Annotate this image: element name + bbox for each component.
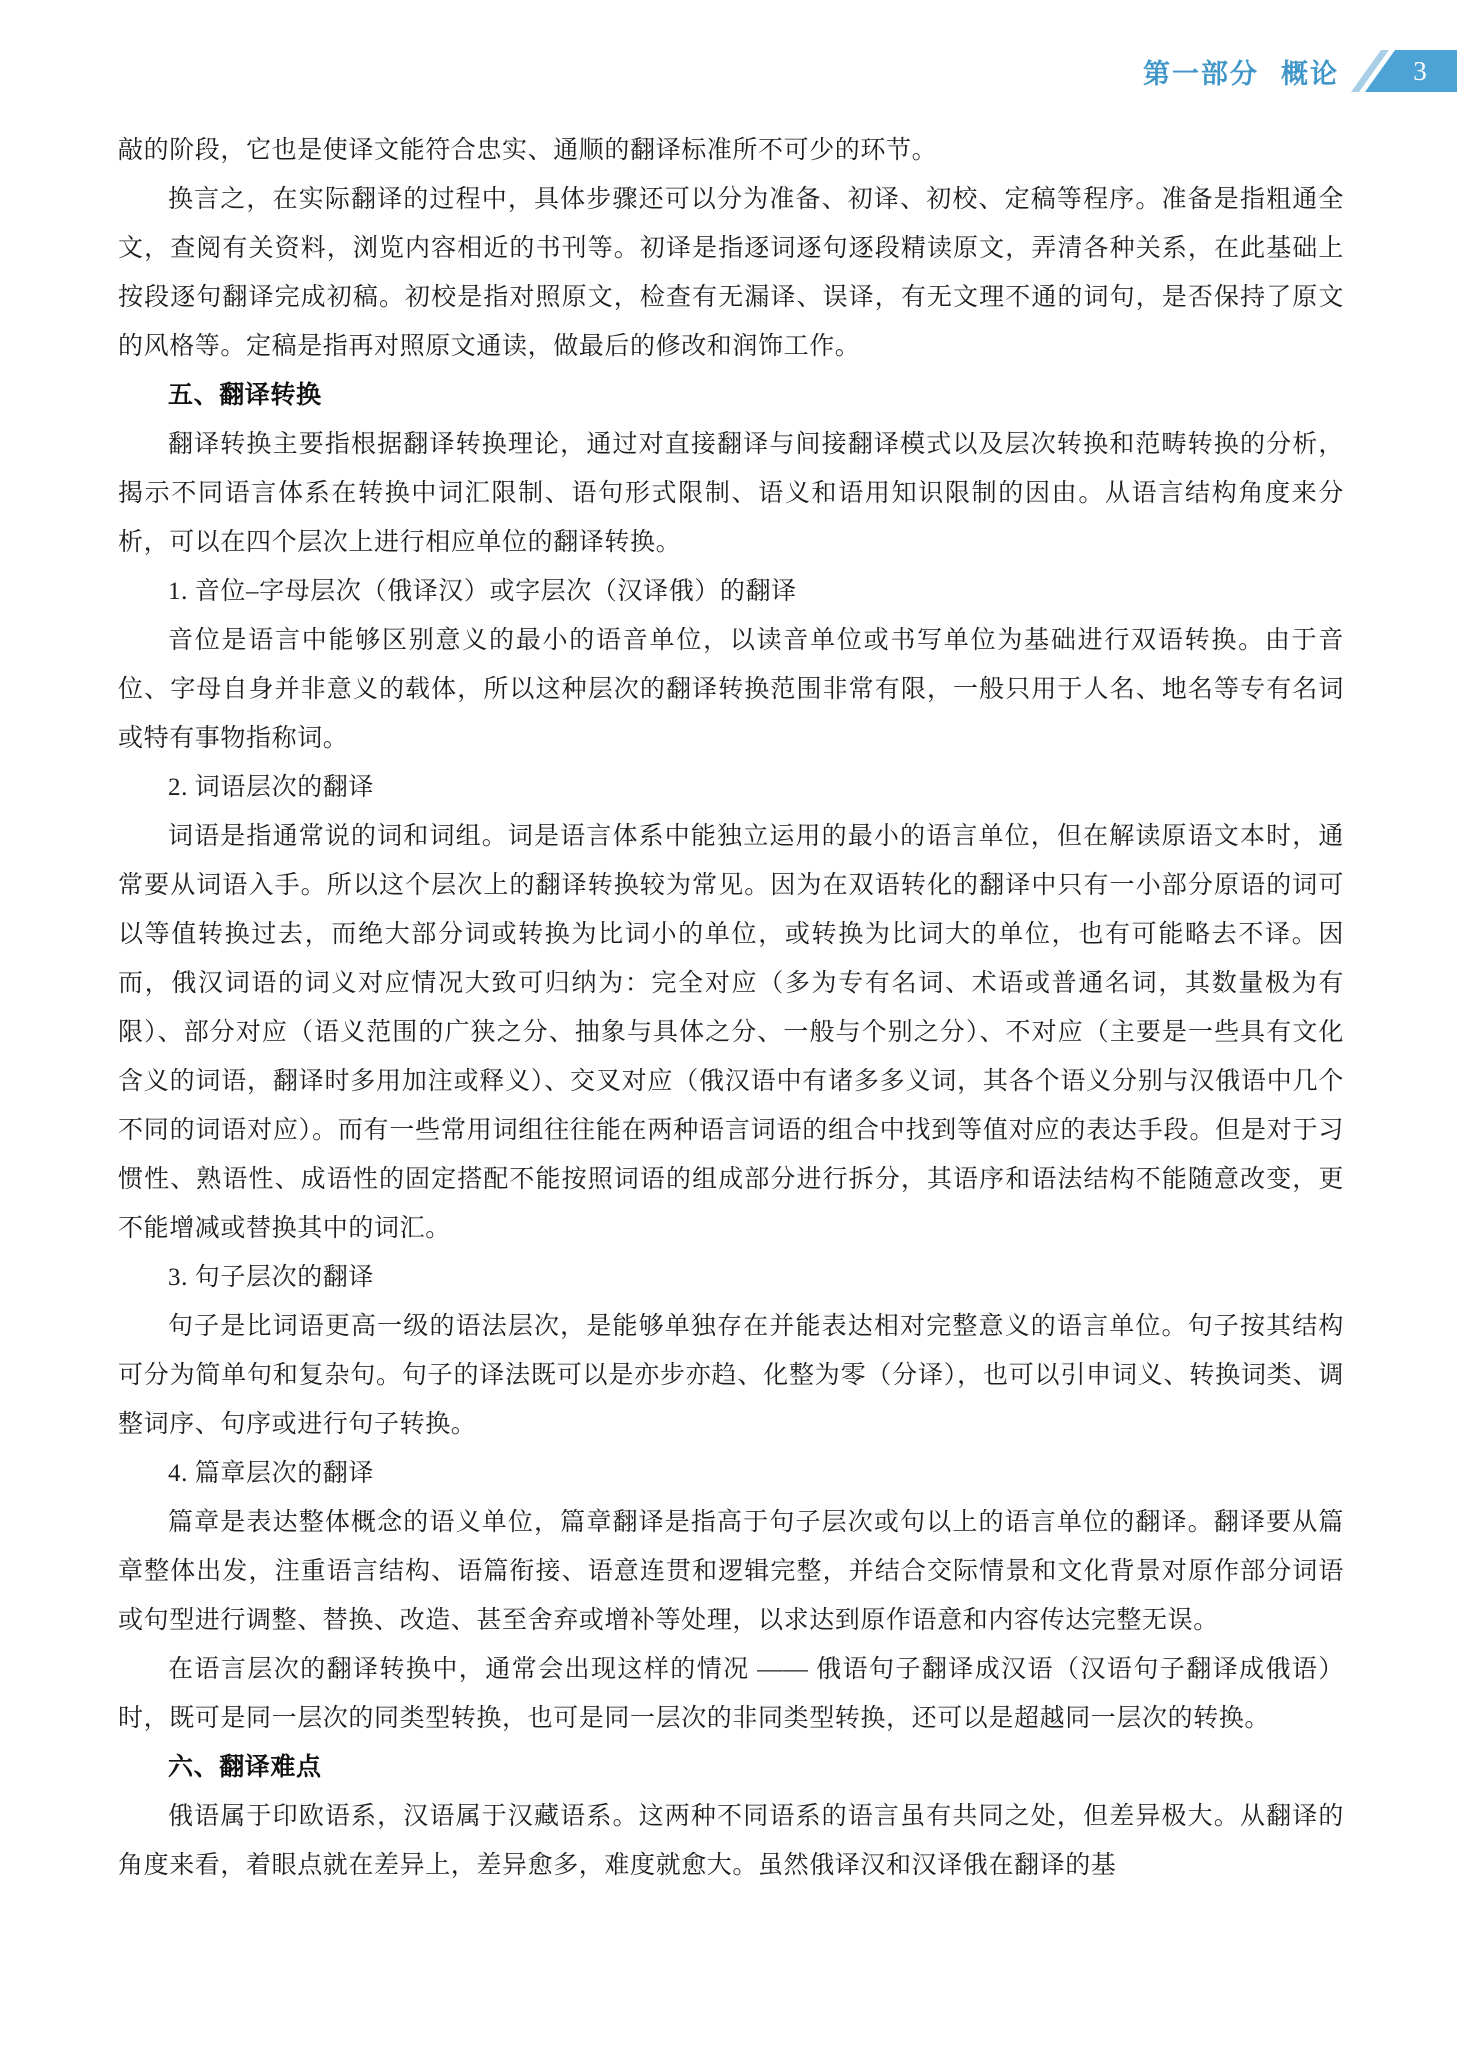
paragraph: 在语言层次的翻译转换中，通常会出现这样的情况 —— 俄语句子翻译成汉语（汉语句子翻译成俄语）时，既可是同一层次的同类型转换，也可是同一层次的非同类型转换，还可以是超越同一层次的转换。 [118, 1656, 1344, 1732]
page-body [118, 126, 1344, 1890]
paragraph: 词语是指通常说的词和词组。词是语言体系中能独立运用的最小的语言单位，但在解读原语文本时，通常要从词语入手。所以这个层次上的翻译转换较为常见。因为在双语转化的翻译中只有一小部分原语的词可以等值转换过去，而绝大部分词或转换为比词小的单位，或转换为比词大的单位，也有可能略去不译。因而，俄汉词语的词义对应情况大致可归纳为：完全对应（多为专有名词、术语或普通名词，其数量极为有限）、部分对应（语义范围的广狭之分、抽象与具体之分、一般与个别之分）、不对应（主要是一些具有文化含义的词语，翻译时多用加注或释义）、交叉对应（俄汉语中有诸多多义词，其各个语义分别与汉俄语中几个不同的词语对应）。而有一些常用词组往往能在两种语言词语的组合中找到等值对应的表达手段。但是对于习惯性、熟语性、成语性的固定搭配不能按照词语的组成部分进行拆分，其语序和语法结构不能随意改变，更不能增减或替换其中的词汇。 [118, 823, 1344, 1242]
section-heading: 六、翻译难点 [168, 1753, 322, 1781]
subsection-heading: 1. 音位–字母层次（俄译汉）或字层次（汉译俄）的翻译 [168, 578, 797, 605]
header-section-title: 概论 [1281, 58, 1339, 89]
section-heading: 五、翻译转换 [168, 381, 322, 409]
subsection-heading: 4. 篇章层次的翻译 [168, 1460, 375, 1487]
page-number-tab [1365, 50, 1457, 92]
subsection-heading: 2. 词语层次的翻译 [168, 774, 375, 801]
header-part-label: 第一部分 [1143, 58, 1259, 89]
paragraph: 篇章是表达整体概念的语义单位，篇章翻译是指高于句子层次或句以上的语言单位的翻译。翻译要从篇章整体出发，注重语言结构、语篇衔接、语意连贯和逻辑完整，并结合交际情景和文化背景对原作部分词语或句型进行调整、替换、改造、甚至舍弃或增补等处理，以求达到原作语意和内容传达完整无误。 [118, 1509, 1344, 1634]
paragraph: 翻译转换主要指根据翻译转换理论，通过对直接翻译与间接翻译模式以及层次转换和范畴转换的分析，揭示不同语言体系在转换中词汇限制、语句形式限制、语义和语用知识限制的因由。从语言结构角度来分析，可以在四个层次上进行相应单位的翻译转换。 [118, 431, 1344, 556]
paragraph: 俄语属于印欧语系，汉语属于汉藏语系。这两种不同语系的语言虽有共同之处，但差异极大。从翻译的角度来看，着眼点就在差异上，差异愈多，难度就愈大。虽然俄译汉和汉译俄在翻译的基 [118, 1803, 1344, 1879]
paragraph: 句子是比词语更高一级的语法层次，是能够单独存在并能表达相对完整意义的语言单位。句子按其结构可分为简单句和复杂句。句子的译法既可以是亦步亦趋、化整为零（分译），也可以引申词义、转换词类、调整词序、句序或进行句子转换。 [118, 1313, 1344, 1438]
paragraph-continuation: 敲的阶段，它也是使译文能符合忠实、通顺的翻译标准所不可少的环节。 [118, 137, 938, 164]
running-head [1143, 52, 1339, 91]
page-header [1143, 50, 1457, 92]
subsection-heading: 3. 句子层次的翻译 [168, 1264, 375, 1291]
page-number: 3 [1413, 55, 1427, 86]
paragraph: 音位是语言中能够区别意义的最小的语音单位，以读音单位或书写单位为基础进行双语转换。由于音位、字母自身并非意义的载体，所以这种层次的翻译转换范围非常有限，一般只用于人名、地名等专有名词或特有事物指称词。 [118, 627, 1344, 752]
paragraph: 换言之，在实际翻译的过程中，具体步骤还可以分为准备、初译、初校、定稿等程序。准备是指粗通全文，查阅有关资料，浏览内容相近的书刊等。初译是指逐词逐句逐段精读原文，弄清各种关系，在此基础上按段逐句翻译完成初稿。初校是指对照原文，检查有无漏译、误译，有无文理不通的词句，是否保持了原文的风格等。定稿是指再对照原文通读，做最后的修改和润饰工作。 [118, 186, 1344, 360]
